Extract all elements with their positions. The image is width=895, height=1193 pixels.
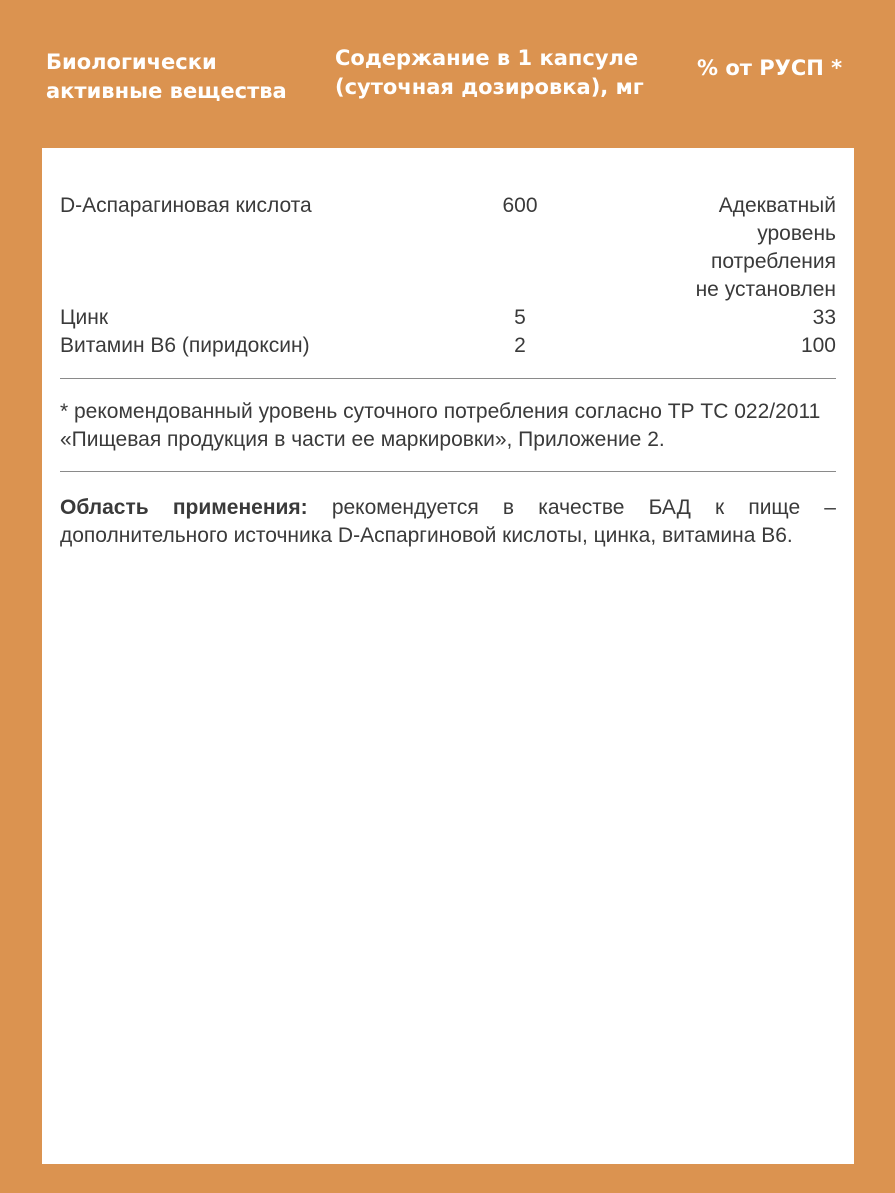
substance-name: D-Аспарагиновая кислота bbox=[60, 194, 312, 217]
header-active-substances: Биологически активные вещества bbox=[46, 50, 287, 103]
usage-text: рекомендуется в качестве БАД к пище – дополнительного источника D-Аспаргиновой кислоты, цинка, витамина В6. bbox=[60, 496, 836, 547]
substance-amount: 2 bbox=[514, 334, 526, 357]
table-header bbox=[0, 0, 895, 150]
substance-amount: 5 bbox=[514, 306, 526, 329]
content-panel bbox=[42, 148, 854, 1164]
substance-percent: 33 bbox=[812, 306, 836, 329]
usage-paragraph bbox=[60, 494, 836, 550]
divider bbox=[60, 378, 836, 379]
header-content-per-capsule: Содержание в 1 капсуле (суточная дозировка), мг bbox=[335, 46, 644, 99]
substance-name: Витамин В6 (пиридоксин) bbox=[60, 334, 310, 357]
table-row bbox=[60, 332, 836, 360]
substance-amount: 600 bbox=[502, 194, 538, 217]
footnote: * рекомендованный уровень суточного потребления согласно ТР ТС 022/2011 «Пищевая продукция в части ее маркировки», Приложение 2. bbox=[60, 400, 821, 451]
header-percent-rusp: % от РУСП * bbox=[697, 56, 843, 80]
substance-percent: 100 bbox=[800, 334, 836, 357]
composition-table bbox=[60, 192, 836, 360]
substance-percent: Адекватный уровень потребления не установлен bbox=[695, 194, 836, 301]
usage-title: Область применения: bbox=[60, 496, 308, 519]
substance-name: Цинк bbox=[60, 306, 109, 329]
divider bbox=[60, 471, 836, 472]
table-row bbox=[60, 304, 836, 332]
table-row bbox=[60, 192, 836, 304]
